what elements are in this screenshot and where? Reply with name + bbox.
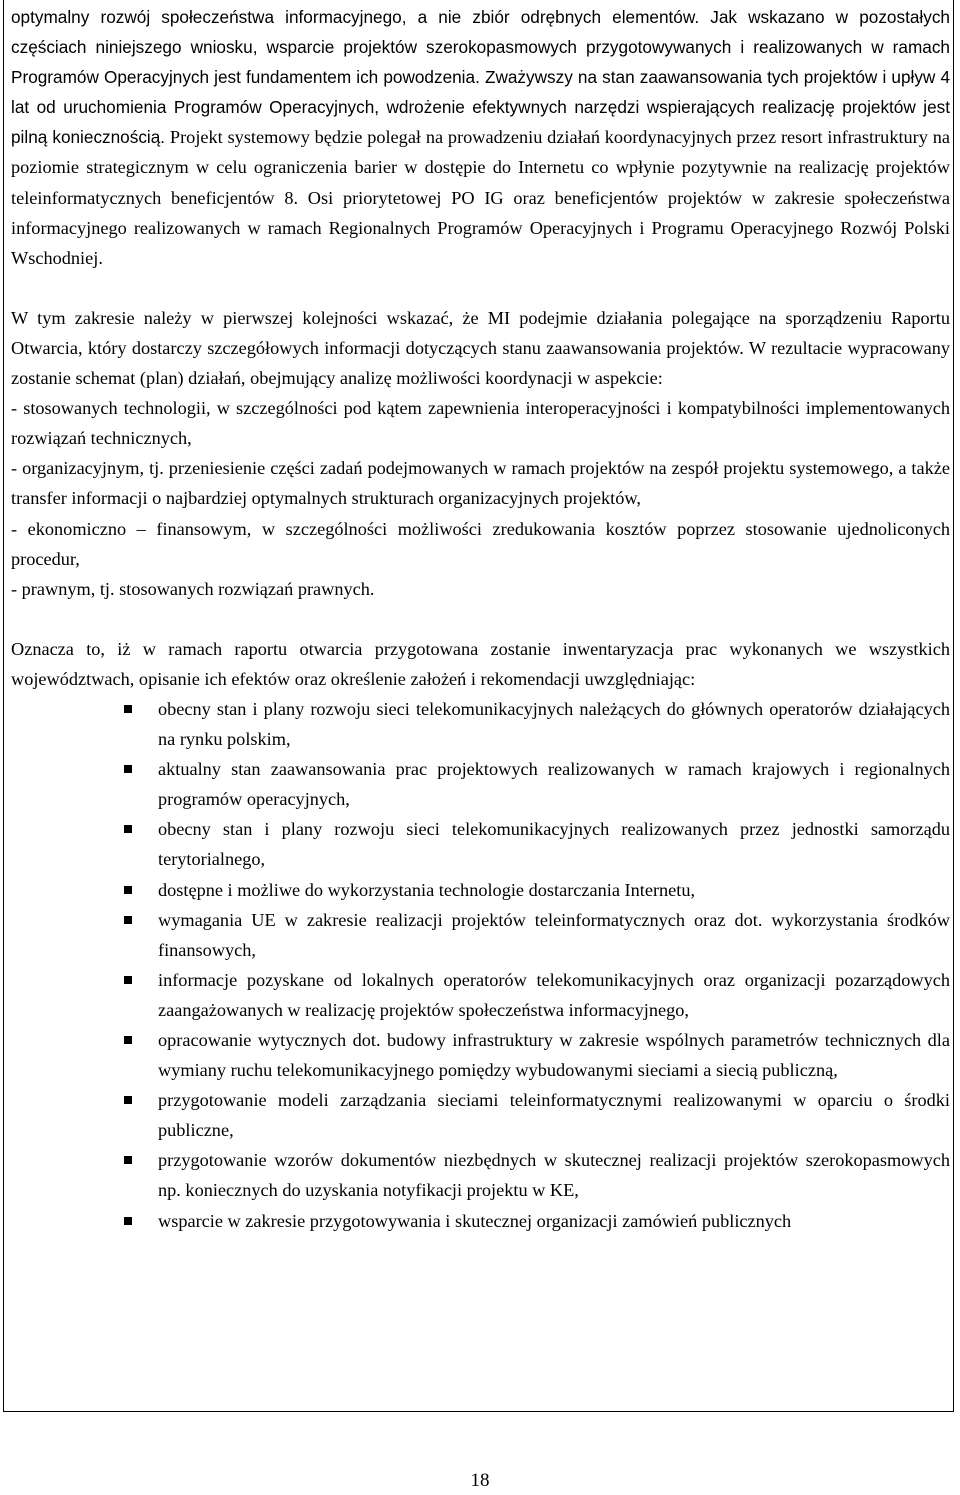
- list-item: obecny stan i plany rozwoju sieci telekomunikacyjnych realizowanych przez jednostki samorządu terytorialnego,: [158, 814, 950, 874]
- list-item: wymagania UE w zakresie realizacji projektów teleinformatycznych oraz dot. wykorzystania środków finansowych,: [158, 905, 950, 965]
- list-item: przygotowanie modeli zarządzania sieciami teleinformatycznymi realizowanymi w oparciu o środki publiczne,: [158, 1085, 950, 1145]
- paragraph-1-serif-part: Projekt systemowy będzie polegał na prowadzeniu działań koordynacyjnych przez resort infrastruktury na poziomie strategicznym w celu ograniczenia barier w dostępie do Internetu co wpłynie pozytywnie na realizację projektów teleinformatycznych beneficjentów 8. Osi priorytetowej PO IG oraz beneficjentów projektów w zakresie społeczeństwa informacyjnego realizowanych w ramach Regionalnych Programów Operacyjnych i Programu Operacyjnego Rozwój Polski Wschodniej.: [11, 127, 951, 268]
- aspect-item: - ekonomiczno – finansowym, w szczególności możliwości zredukowania kosztów poprzez stosowanie ujednoliconych procedur,: [11, 518, 950, 569]
- paragraph-gap: [11, 604, 950, 634]
- list-item: dostępne i możliwe do wykorzystania technologie dostarczania Internetu,: [158, 875, 950, 905]
- paragraph-3-intro: Oznacza to, iż w ramach raportu otwarcia przygotowana zostanie inwentaryzacja prac wykonanych we wszystkich województwach, opisanie ich efektów oraz określenie założeń i rekomendacji uwzględniając:: [11, 638, 950, 689]
- paragraph-2-intro: W tym zakresie należy w pierwszej kolejności wskazać, że MI podejmie działania polegające na sporządzeniu Raportu Otwarcia, który dostarczy szczegółowych informacji dotyczących stanu zaawansowania projektów. W rezultacie wypracowany zostanie schemat (plan) działań, obejmujący analizę możliwości koordynacji w aspekcie:: [11, 307, 950, 389]
- list-item: wsparcie w zakresie przygotowywania i skutecznej organizacji zamówień publicznych: [158, 1206, 950, 1236]
- page-number: 18: [470, 1470, 490, 1491]
- bullet-list: [11, 694, 950, 1236]
- paragraph-3: [11, 634, 950, 1236]
- paragraph-1: [11, 2, 950, 273]
- aspect-item: - prawnym, tj. stosowanych rozwiązań prawnych.: [11, 578, 375, 599]
- list-item: obecny stan i plany rozwoju sieci telekomunikacyjnych należących do głównych operatorów działających na rynku polskim,: [158, 694, 950, 754]
- paragraph-2: [11, 303, 950, 604]
- list-item: informacje pozyskane od lokalnych operatorów telekomunikacyjnych oraz organizacji pozarządowych zaangażowanych w realizację projektów społeczeństwa informacyjnego,: [158, 965, 950, 1025]
- paragraph-gap: [11, 273, 950, 303]
- list-item: aktualny stan zaawansowania prac projektowych realizowanych w ramach krajowych i regionalnych programów operacyjnych,: [158, 754, 950, 814]
- list-item: przygotowanie wzorów dokumentów niezbędnych w skutecznej realizacji projektów szerokopasmowych np. koniecznych do uzyskania notyfikacji projektu w KE,: [158, 1145, 950, 1205]
- aspect-item: - organizacyjnym, tj. przeniesienie części zadań podejmowanych w ramach projektów na zespół projektu systemowego, a także transfer informacji o najbardziej optymalnych strukturach organizacyjnych projektów,: [11, 458, 950, 509]
- aspect-item: - stosowanych technologii, w szczególności pod kątem zapewnienia interoperacyjności i kompatybilności implementowanych rozwiązań technicznych,: [11, 398, 950, 449]
- list-item: opracowanie wytycznych dot. budowy infrastruktury w zakresie wspólnych parametrów technicznych dla wymiany ruchu telekomunikacyjnego pomiędzy wybudowanymi sieciami a siecią publiczną,: [158, 1025, 950, 1085]
- paragraph-1-sans-part: optymalny rozwój społeczeństwa informacyjnego, a nie zbiór odrębnych elementów. Jak wskazano w pozostałych częściach niniejszego wniosku, wsparcie projektów szerokopasmowych przygotowywanych i realizowanych w ramach Programów Operacyjnych jest fundamentem ich powodzenia. Zważywszy na stan zaawansowania tych projektów i upływ 4 lat od uruchomienia Programów Operacyjnych, wdrożenie efektywnych narzędzi wspierających realizację projektów jest pilną koniecznością.: [11, 7, 950, 148]
- document-body: [11, 2, 950, 1236]
